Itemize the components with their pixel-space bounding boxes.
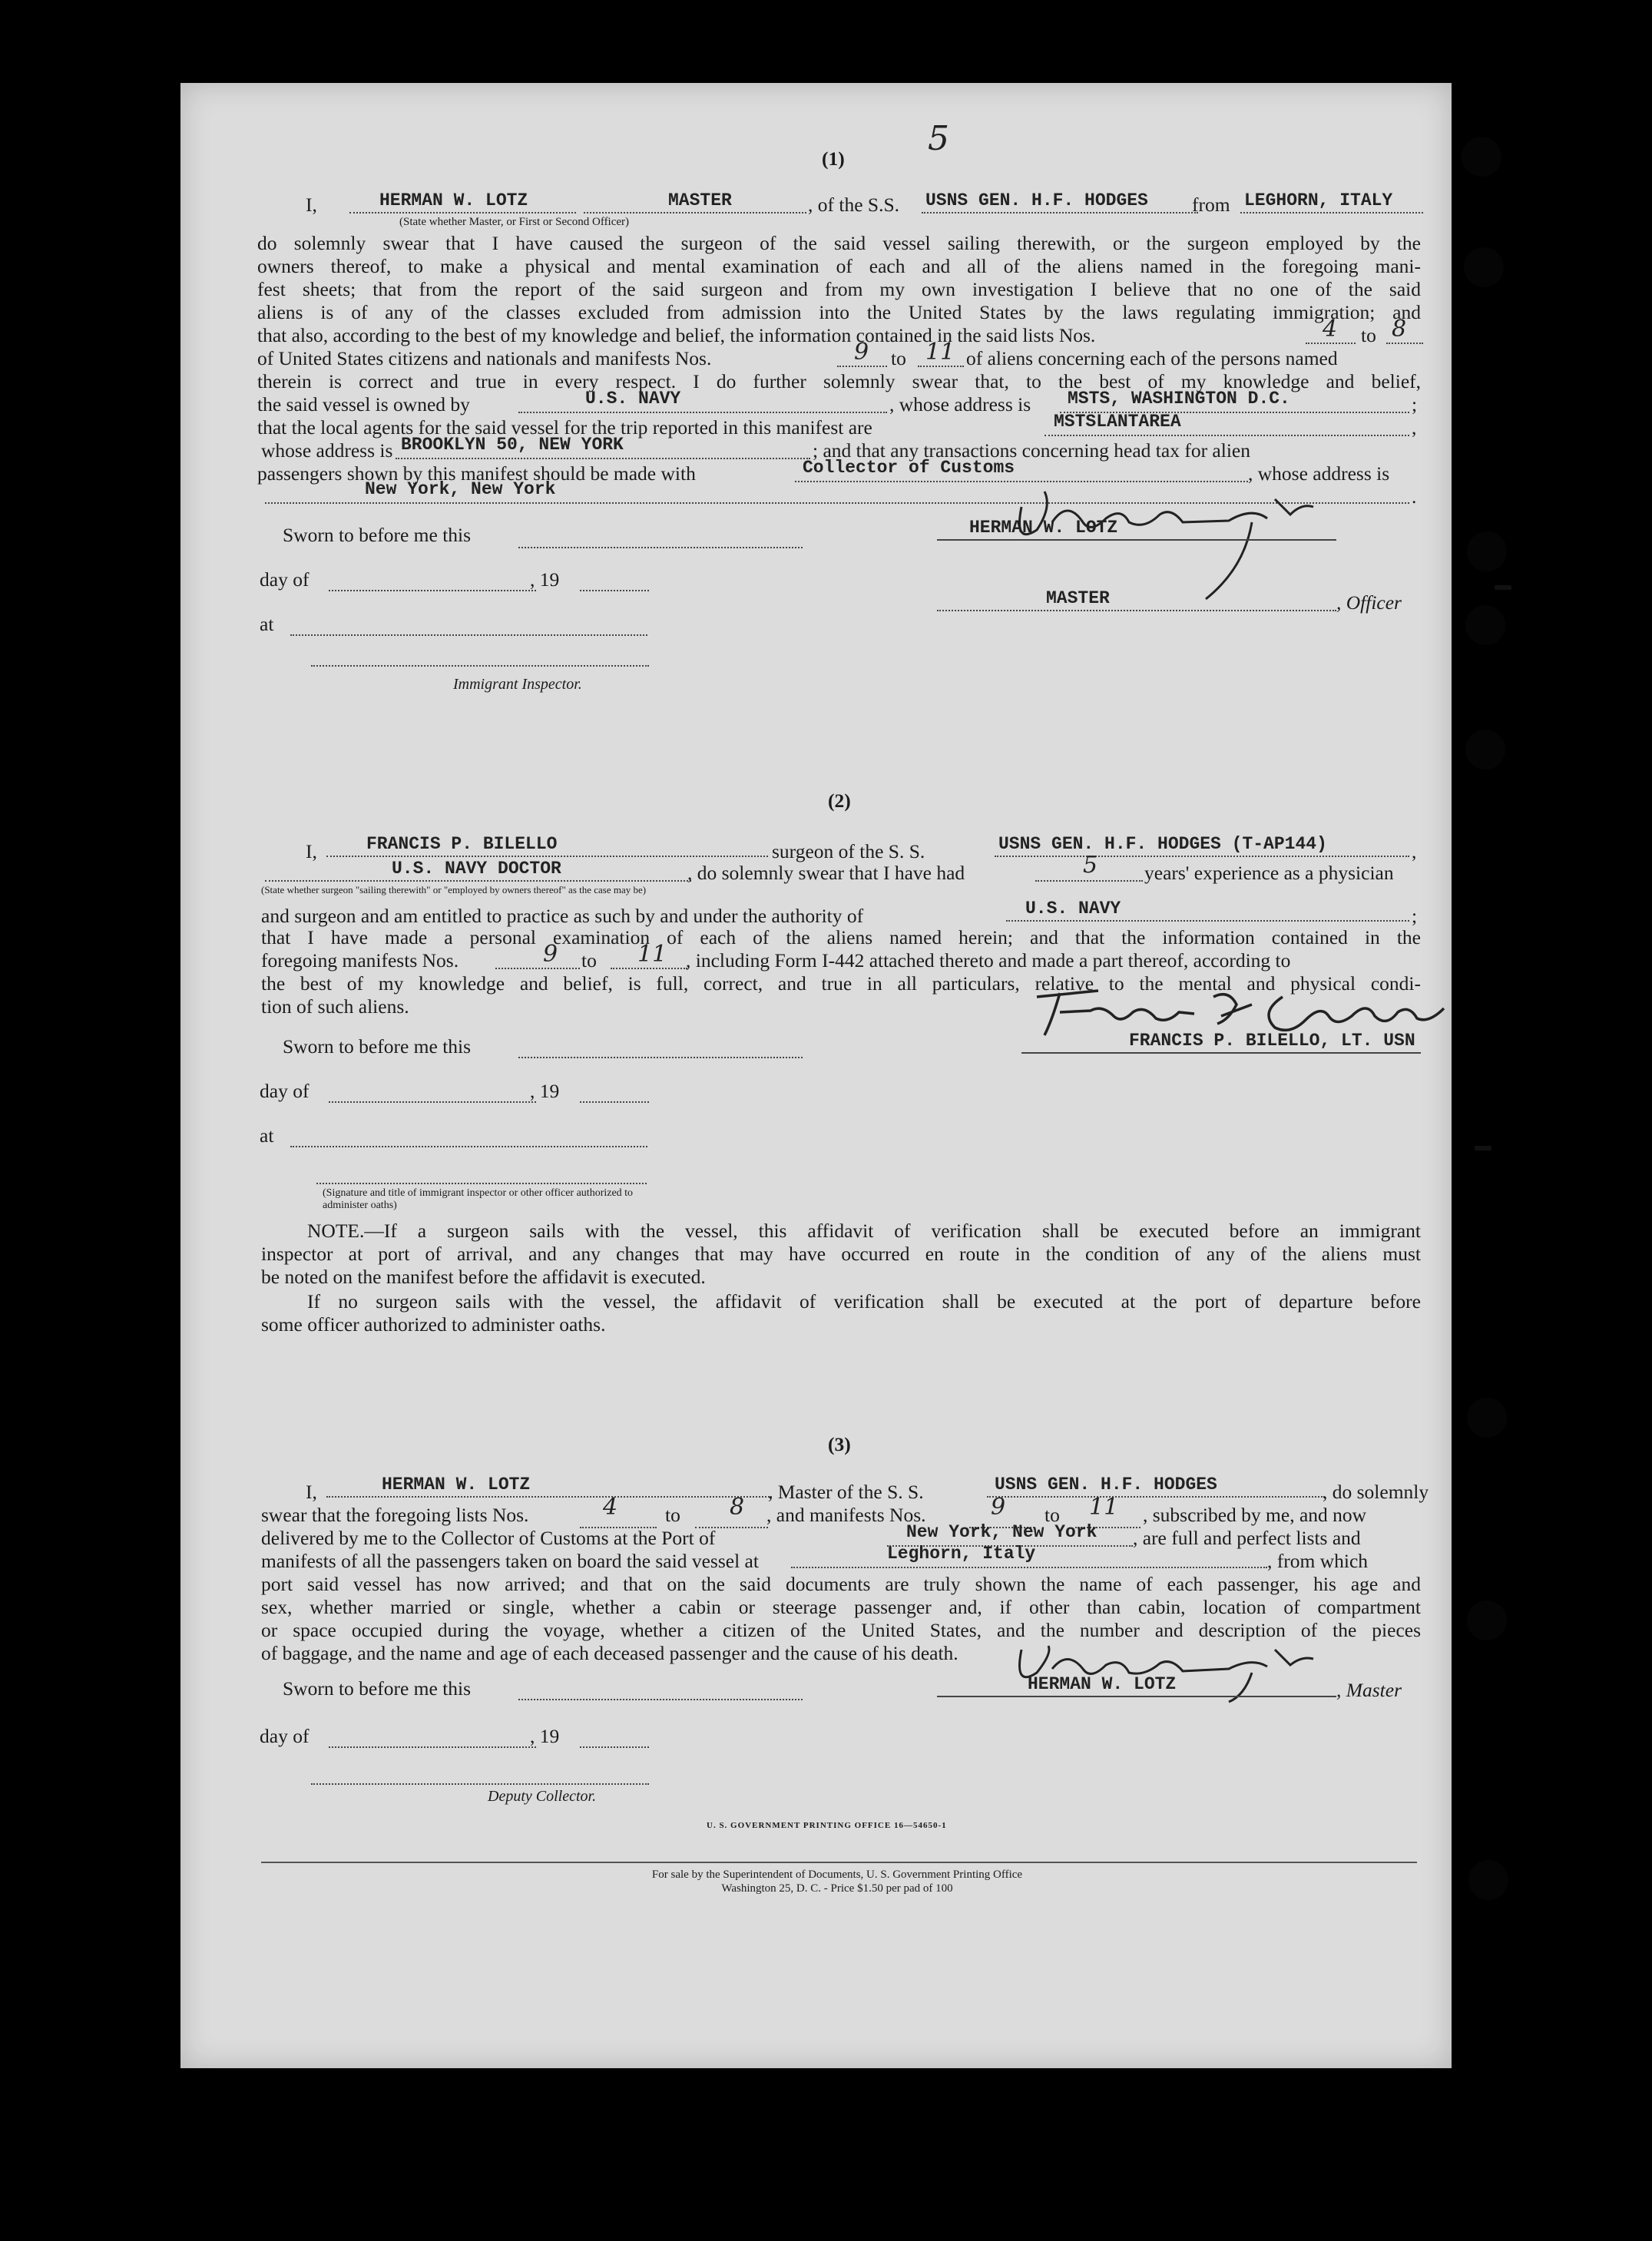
intro-i: I, xyxy=(306,840,317,862)
authority-line xyxy=(1006,920,1409,922)
year-label: , 19 xyxy=(530,1080,560,1102)
at-line xyxy=(290,1146,647,1147)
agents-address-line xyxy=(396,458,810,459)
intro-i: I, xyxy=(306,1481,317,1503)
note-line-1: NOTE.—If a surgeon sails with the vessel, this affidavit of verification shall be executed before an immigrant xyxy=(307,1220,1421,1242)
section-3-signer: HERMAN W. LOTZ xyxy=(1028,1674,1177,1694)
at-line xyxy=(290,634,647,636)
local-agents: MSTSLANTAREA xyxy=(1054,412,1181,432)
rank-line xyxy=(584,212,806,214)
from-port-line xyxy=(1240,212,1423,214)
section-2-signer: FRANCIS P. BILELLO, LT. USN xyxy=(1129,1031,1415,1051)
examination-line: that I have made a personal examination of each of the aliens named herein; and that the information contained in the xyxy=(261,926,1421,948)
year-label: , 19 xyxy=(530,1725,560,1747)
manifests-line-post: of aliens concerning each of the persons named xyxy=(966,347,1338,369)
year-line xyxy=(580,590,649,591)
section-3-manifests-from: 9 xyxy=(991,1494,1006,1521)
day-of-label: day of xyxy=(260,1080,310,1102)
authority-label: and surgeon and am entitled to practice as such by and under the authority of xyxy=(261,905,864,927)
section-3-line-5: port said vessel has now arrived; and that on the said documents are truly shown the name of each passenger, his age and xyxy=(261,1573,1421,1595)
signature-caption-line xyxy=(316,1183,647,1184)
section-3-line-7: or space occupied during the voyage, whether a citizen of the United States, and the number and description of the pieces xyxy=(261,1619,1421,1641)
subscribed: , subscribed by me, and now xyxy=(1143,1504,1367,1526)
to-word: to xyxy=(1361,324,1376,346)
punch-hole xyxy=(1467,1600,1507,1640)
year-label: , 19 xyxy=(530,568,560,591)
surgeon-affiliation: U.S. NAVY DOCTOR xyxy=(392,859,561,879)
punch-hole xyxy=(1468,1860,1508,1900)
signer-title: MASTER xyxy=(1046,588,1110,608)
at-label: at xyxy=(260,1124,274,1147)
year-line xyxy=(580,1101,649,1103)
from-port: LEGHORN, ITALY xyxy=(1244,190,1393,210)
edge-mark xyxy=(1475,1146,1491,1150)
inspector-line xyxy=(311,665,649,667)
signer-line xyxy=(937,539,1336,541)
surgeon-caption: (State whether surgeon "sailing therewith" or "employed by owners thereof" as the case may be) xyxy=(261,884,647,895)
to-word: to xyxy=(665,1504,680,1526)
footer-rule xyxy=(261,1862,1417,1863)
section-1-signer: HERMAN W. LOTZ xyxy=(969,518,1118,538)
day-of-label: day of xyxy=(260,1725,310,1747)
day-of-label: day of xyxy=(260,568,310,591)
vessel-owner: U.S. NAVY xyxy=(585,389,681,409)
sale-line-1: For sale by the Superintendent of Documents, U. S. Government Printing Office xyxy=(651,1869,1023,1881)
delivered-text: delivered by me to the Collector of Customs at the Port of xyxy=(261,1527,716,1549)
condition-line: the best of my knowledge and belief, is full, correct, and true in all particulars, relative to the mental and physical condi- xyxy=(261,972,1421,995)
printing-office: U. S. GOVERNMENT PRINTING OFFICE 16—54650-1 xyxy=(707,1821,947,1830)
section-3-master: HERMAN W. LOTZ xyxy=(382,1475,531,1495)
sworn-label: Sworn to before me this xyxy=(283,1677,472,1700)
tax-payee: Collector of Customs xyxy=(803,458,1015,478)
day-line xyxy=(329,1101,536,1103)
surgeon-name: FRANCIS P. BILELLO xyxy=(366,834,558,854)
agents-line xyxy=(1045,435,1409,436)
section-3-vessel-line xyxy=(987,1496,1325,1498)
master-name-line xyxy=(349,212,576,214)
sworn-date-line xyxy=(518,1057,803,1058)
punctuation: ; xyxy=(1412,905,1418,927)
section-3-line-8: of baggage, and the name and age of each deceased passenger and the cause of his death. xyxy=(261,1642,958,1664)
oath-line-4: aliens is of any of the classes excluded from admission into the United States by the laws regulating immigration; and xyxy=(257,301,1421,323)
tax-address: New York, New York xyxy=(365,479,556,499)
owner-address: MSTS, WASHINGTON D.C. xyxy=(1068,389,1290,409)
section-2-number: (2) xyxy=(828,789,851,812)
to-word: to xyxy=(581,949,597,972)
agents-post: ; and that any transactions concerning head tax for alien xyxy=(813,439,1250,462)
years-experience: 5 xyxy=(1083,852,1098,879)
master-label: , Master xyxy=(1336,1679,1402,1701)
day-line xyxy=(329,1746,536,1748)
surgeon-manifests-to-line xyxy=(611,968,687,969)
punch-hole xyxy=(1462,137,1501,177)
punctuation: , xyxy=(1412,416,1417,439)
manifests-to-line xyxy=(918,366,964,367)
swear-text: , do solemnly swear that I have had xyxy=(687,862,965,884)
affiliation-line xyxy=(265,880,691,882)
agents-label: that the local agents for the said vessel for the trip reported in this manifest are xyxy=(257,416,872,439)
note-line-2: inspector at port of arrival, and any changes that may have occurred en route in the condition of any of the aliens must xyxy=(261,1243,1421,1265)
condition-line-end: tion of such aliens. xyxy=(261,995,409,1018)
surgeon-manifests-to: 11 xyxy=(637,941,667,968)
sale-line-2: Washington 25, D. C. - Price $1.50 per pad of 100 xyxy=(721,1882,953,1895)
collector-caption: Deputy Collector. xyxy=(488,1788,597,1805)
tax-label: passengers shown by this manifest should be made with xyxy=(257,462,696,485)
punch-hole xyxy=(1465,730,1505,770)
note-line-3: be noted on the manifest before the affidavit is executed. xyxy=(261,1266,706,1288)
lists-from-line xyxy=(1306,343,1356,344)
oath-line-7: therein is correct and true in every respect. I do further solemnly swear that, to the best of my knowledge and belief, xyxy=(257,370,1421,392)
edge-mark xyxy=(1495,585,1511,590)
owner-line xyxy=(518,412,887,413)
surgeon-manifests-from: 9 xyxy=(543,941,558,968)
manifests-line-text: of United States citizens and nationals and manifests Nos. xyxy=(257,347,712,369)
handwritten-mark: 5 xyxy=(928,119,949,158)
lists-line-text: that also, according to the best of my knowledge and belief, the information contained in the said lists Nos. xyxy=(257,324,1096,346)
owned-by-label: the said vessel is owned by xyxy=(257,393,470,415)
punch-hole xyxy=(1467,1398,1507,1438)
to-word: to xyxy=(891,347,906,369)
manifests-to: 11 xyxy=(925,339,955,366)
inspector-caption: Immigrant Inspector. xyxy=(453,676,582,693)
sworn-label: Sworn to before me this xyxy=(283,1035,472,1058)
lists-to-line xyxy=(1386,343,1423,344)
manifests-from: 9 xyxy=(854,339,869,366)
surgeon-vessel: USNS GEN. H.F. HODGES (T-AP144) xyxy=(998,834,1327,854)
section-1-number: (1) xyxy=(822,147,845,170)
punch-hole xyxy=(1467,531,1507,571)
officer-label: , Officer xyxy=(1336,591,1402,614)
port-of-arrival: New York, New York xyxy=(906,1522,1097,1542)
manifests-mid: , and manifests Nos. xyxy=(766,1504,926,1526)
master-line xyxy=(326,1496,772,1498)
boarded-line xyxy=(791,1567,1267,1568)
punctuation: . xyxy=(1412,485,1417,508)
section-3-signer-line xyxy=(937,1696,1336,1697)
section-3-vessel: USNS GEN. H.F. HODGES xyxy=(995,1475,1217,1495)
oath-line-3: fest sheets; that from the report of the said surgeon and from my own investigation I believe that no one of the said xyxy=(257,278,1421,300)
section-3-manifests-to: 11 xyxy=(1089,1494,1119,1521)
section-3-line-6: sex, whether married or single, whether a cabin or steerage passenger and, if other than cabin, location of compartment xyxy=(261,1596,1421,1618)
boarded-post: , from which xyxy=(1267,1550,1369,1572)
years-line xyxy=(1035,880,1143,882)
lists-from: 4 xyxy=(1323,316,1338,343)
manifests-line-post: , including Form I-442 attached thereto and made a part thereof, according to xyxy=(686,949,1291,972)
master-name: HERMAN W. LOTZ xyxy=(379,190,528,210)
sworn-date-line xyxy=(518,1699,803,1700)
agents-address-label: whose address is xyxy=(261,439,393,462)
at-label: at xyxy=(260,613,274,635)
section-3-lists-from: 4 xyxy=(603,1494,618,1521)
authority: U.S. NAVY xyxy=(1025,899,1121,919)
vessel-line xyxy=(922,212,1198,214)
manifests-from-line xyxy=(837,366,887,367)
owner-address-label: , whose address is xyxy=(889,393,1031,415)
rank-caption: (State whether Master, or First or Second Officer) xyxy=(399,216,630,228)
from-label: from xyxy=(1192,194,1230,216)
surgeon-vessel-line xyxy=(995,856,1409,857)
oath-line-2: owners thereof, to make a physical and mental examination of each and all of the aliens named in the foregoing mani- xyxy=(257,255,1421,277)
sworn-label: Sworn to before me this xyxy=(283,524,472,546)
collector-line xyxy=(311,1783,649,1785)
surgeon-of: surgeon of the S. S. xyxy=(772,840,925,862)
oath-line-1: do solemnly swear that I have caused the surgeon of the said vessel sailing therewith, or the surgeon employed by the xyxy=(257,232,1421,254)
punch-hole xyxy=(1464,247,1504,287)
master-of: , Master of the S. S. xyxy=(768,1481,924,1503)
day-line xyxy=(329,590,536,591)
year-line xyxy=(580,1746,649,1748)
sworn-date-line xyxy=(518,547,803,548)
lists-text: swear that the foregoing lists Nos. xyxy=(261,1504,529,1526)
vessel-name: USNS GEN. H.F. HODGES xyxy=(925,190,1148,210)
master-rank: MASTER xyxy=(668,190,732,210)
intro-i: I, xyxy=(306,194,317,216)
note-line-4: If no surgeon sails with the vessel, the affidavit of verification shall be executed at the port of departure before xyxy=(307,1290,1421,1312)
of-the-ss: , of the S.S. xyxy=(808,194,900,216)
section-3-number: (3) xyxy=(828,1433,851,1455)
lists-to: 8 xyxy=(1392,316,1407,343)
signature-caption: (Signature and title of immigrant inspector or other officer authorized to administer oaths) xyxy=(323,1187,634,1211)
boarded-text: manifests of all the passengers taken on board the said vessel at xyxy=(261,1550,759,1572)
years-post: years' experience as a physician xyxy=(1144,862,1394,884)
surgeon-signer-line xyxy=(1021,1052,1421,1054)
section-3-lists-to: 8 xyxy=(730,1494,745,1521)
solemnly: , do solemnly xyxy=(1323,1481,1429,1503)
punch-hole xyxy=(1465,605,1505,645)
punctuation: ; xyxy=(1412,393,1418,415)
punctuation: , xyxy=(1412,840,1417,862)
manifests-line-text: foregoing manifests Nos. xyxy=(261,949,459,972)
agents-address: BROOKLYN 50, NEW YORK xyxy=(401,435,624,455)
tax-post: , whose address is xyxy=(1248,462,1390,485)
surgeon-manifests-from-line xyxy=(495,968,580,969)
delivered-post: , are full and perfect lists and xyxy=(1133,1527,1361,1549)
title-line xyxy=(937,610,1336,611)
boarded-at: Leghorn, Italy xyxy=(887,1544,1036,1564)
to-word: to xyxy=(1045,1504,1060,1526)
note-line-5: some officer authorized to administer oaths. xyxy=(261,1313,606,1336)
